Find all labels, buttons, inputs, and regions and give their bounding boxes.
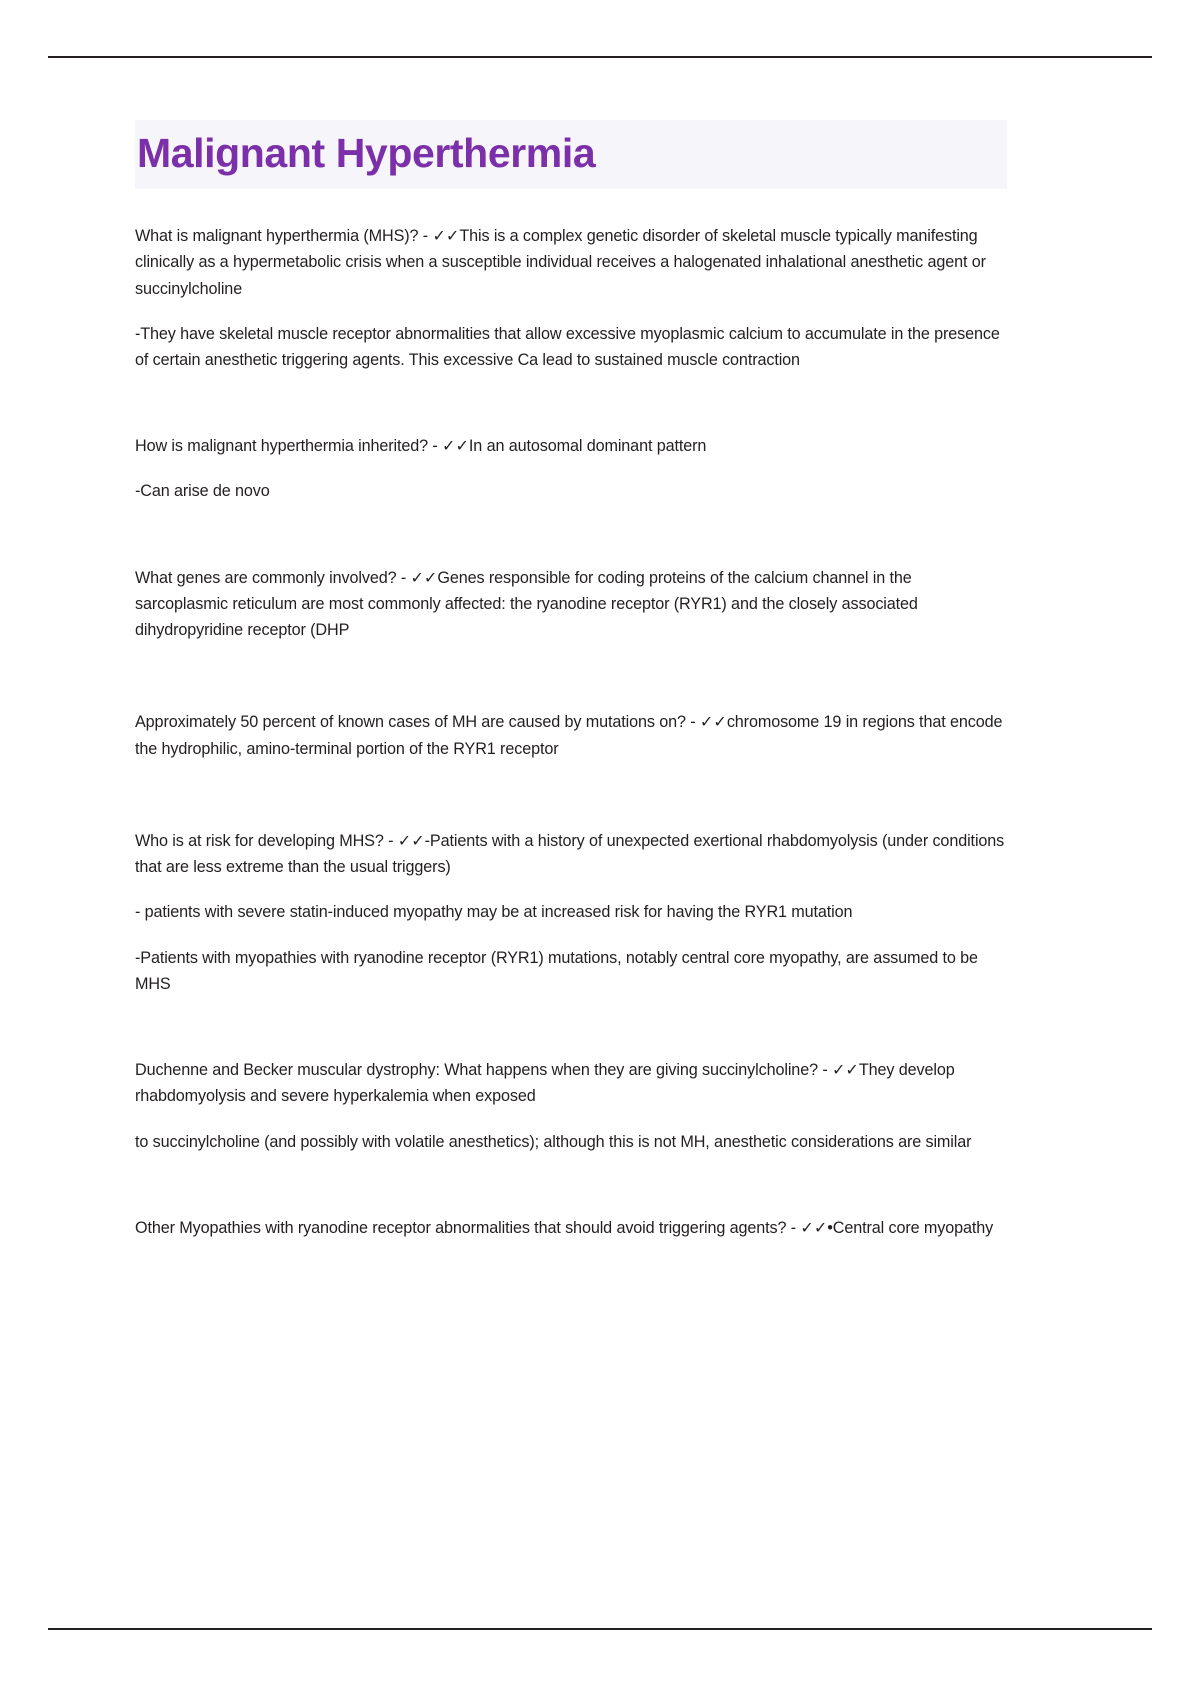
header-divider-rule xyxy=(48,56,1152,58)
paragraph-spacer xyxy=(135,926,1007,945)
paragraph-spacer xyxy=(135,880,1007,899)
section-spacer xyxy=(135,762,1007,828)
footer-divider-rule xyxy=(48,1628,1152,1630)
qa-paragraph: -Patients with myopathies with ryanodine receptor (RYR1) mutations, notably central core myopathy, are assumed to be MHS xyxy=(135,948,978,993)
qa-paragraph: How is malignant hyperthermia inherited? - ✓✓In an autosomal dominant pattern xyxy=(135,437,707,456)
section-spacer xyxy=(135,1155,1007,1215)
qa-paragraph: What genes are commonly involved? - ✓✓Genes responsible for coding proteins of the calcium channel in the sarcoplasmic reticulum are most commonly affected: the ryanodine receptor (RYR1) and the closely associated dihydropyridine receptor (DHP xyxy=(135,568,918,640)
paragraph-spacer xyxy=(135,302,1007,321)
section-spacer xyxy=(135,505,1007,565)
paragraph-spacer xyxy=(135,459,1007,478)
section-spacer xyxy=(135,997,1007,1057)
qa-paragraph: -They have skeletal muscle receptor abnormalities that allow excessive myoplasmic calcium to accumulate in the presence of certain anesthetic triggering agents. This excessive Ca lead to sustained muscle contraction xyxy=(135,324,1000,369)
qa-paragraph: Who is at risk for developing MHS? - ✓✓-Patients with a history of unexpected exertional rhabdomyolysis (under conditions that are less extreme than the usual triggers) xyxy=(135,831,1005,877)
page-title: Malignant Hyperthermia xyxy=(137,130,596,176)
section-spacer xyxy=(135,643,1007,709)
qa-paragraph: What is malignant hyperthermia (MHS)? - ✓✓This is a complex genetic disorder of skeletal muscle typically manifesting clinically as a hypermetabolic crisis when a susceptible individual receives a halogenated inhalational anesthetic agent or succinylcholine xyxy=(135,227,986,298)
qa-paragraph: -Can arise de novo xyxy=(135,482,270,501)
qa-paragraph: Approximately 50 percent of known cases of MH are caused by mutations on? - ✓✓chromosome 19 in regions that encode the hydrophilic, amino-terminal portion of the RYR1 receptor xyxy=(135,713,1003,758)
qa-paragraph: to succinylcholine (and possibly with volatile anesthetics); although this is not MH, anesthetic considerations are similar xyxy=(135,1132,972,1151)
document-content xyxy=(135,120,1007,1241)
qa-paragraph: - patients with severe statin-induced myopathy may be at increased risk for having the RYR1 mutation xyxy=(135,903,853,922)
qa-paragraph: Other Myopathies with ryanodine receptor abnormalities that should avoid triggering agents? - ✓✓•Central core myopathy xyxy=(135,1218,994,1237)
paragraph-spacer xyxy=(135,1110,1007,1129)
section-spacer xyxy=(135,373,1007,433)
qa-paragraph: Duchenne and Becker muscular dystrophy: What happens when they are giving succinylcholine? - ✓✓They develop rhabdomyolysis and severe hyperkalemia when exposed xyxy=(135,1061,955,1106)
title-highlight-band xyxy=(135,120,1007,189)
